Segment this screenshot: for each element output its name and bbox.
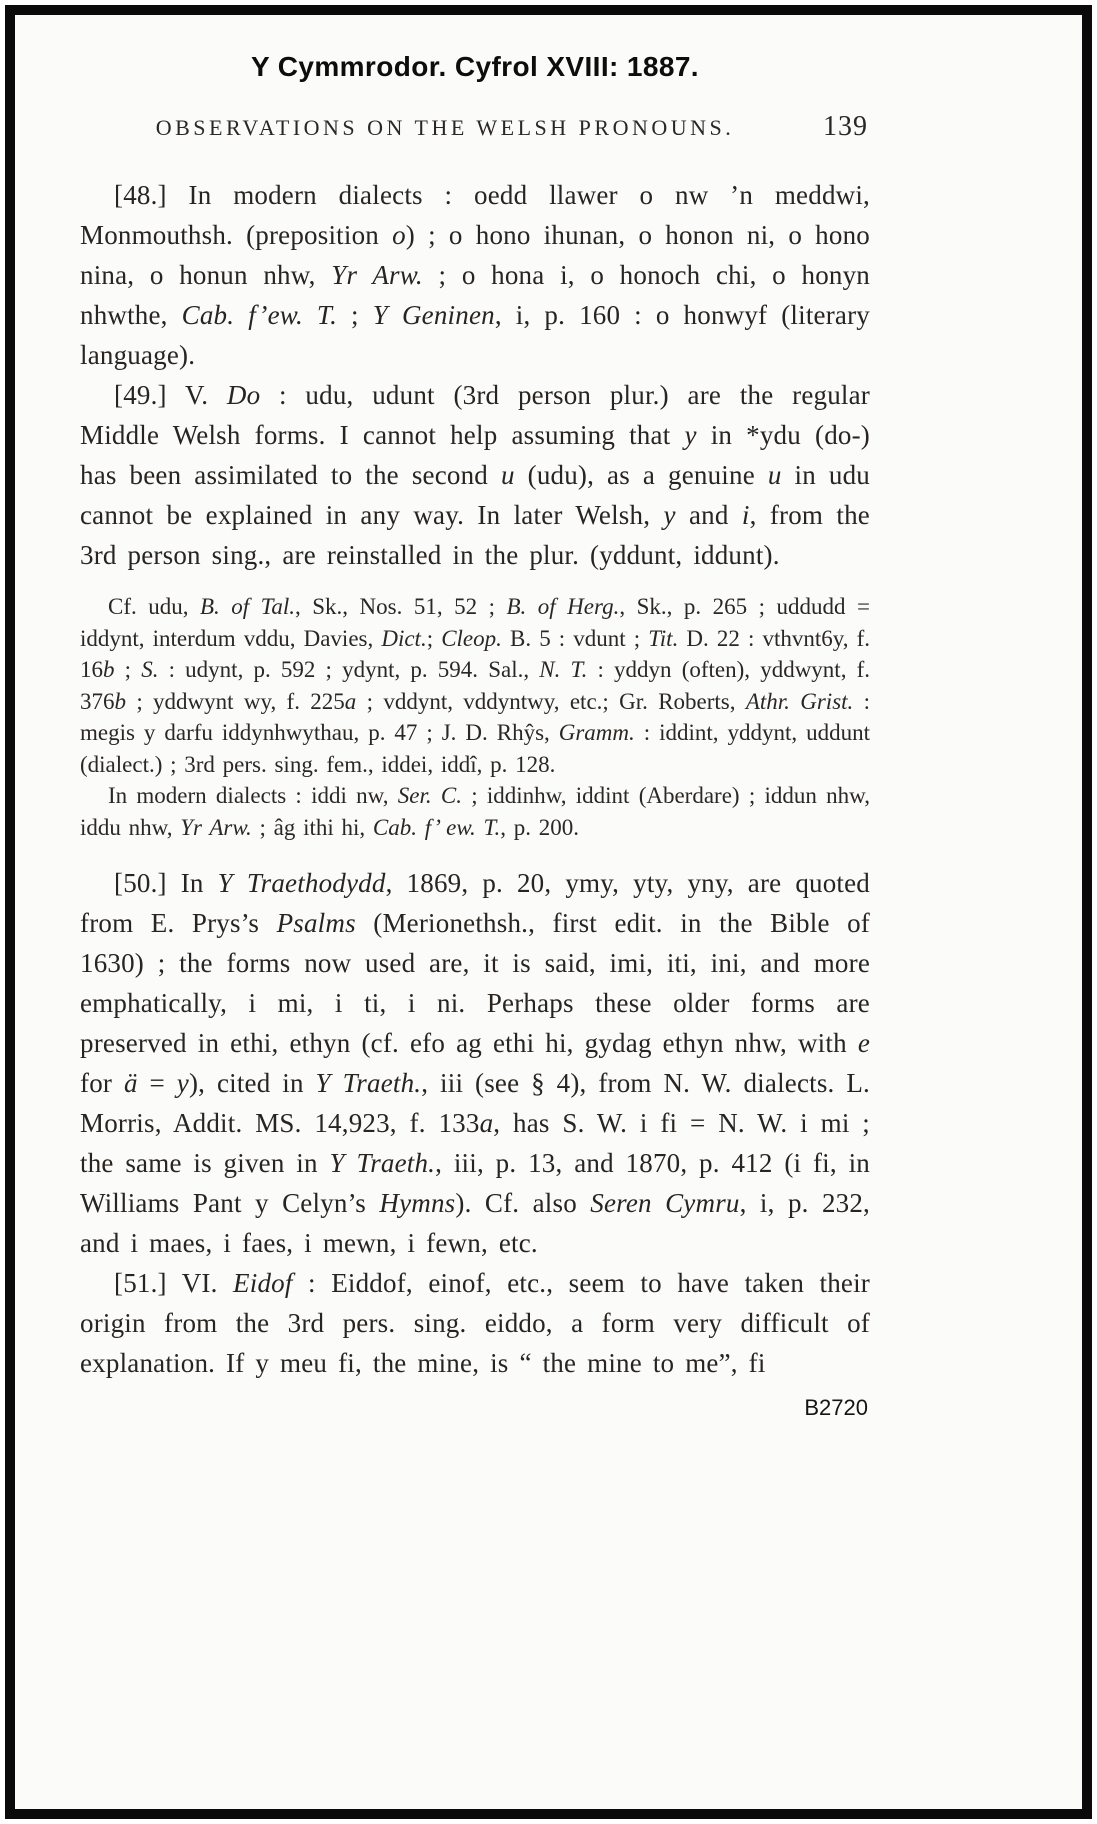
text-run: : udynt, p. 592 ; ydynt, p. 594. Sal., (158, 657, 540, 682)
text-run: ; vddynt, vddyntwy, etc.; Gr. Roberts, (356, 688, 746, 714)
text-run: , has S. W. i fi = N. W. i mi ; the same is given in (80, 1108, 871, 1178)
italic-text-run: y (684, 420, 697, 450)
running-head-title: OBSERVATIONS ON THE WELSH PRONOUNS. (155, 115, 735, 140)
italic-text-run: Athr. Grist. (745, 688, 854, 714)
book-page (80, 51, 870, 1421)
text-run: , iii, p. 13, and 1870, p. 412 (i fi, in Williams Pant y Celyn’s (80, 1148, 870, 1218)
italic-text-run: Tit. (648, 625, 679, 651)
page-number: 139 (823, 111, 868, 142)
text-run: ; iddinhw, iddint (Aberdare) ; iddun nhw, iddu nhw, (80, 783, 870, 840)
italic-text-run: u (767, 460, 782, 490)
text-run: B. 5 : vdunt ; (501, 625, 649, 651)
text-run: ; (337, 300, 373, 330)
italic-text-run: Cab. f’ew. T. (181, 300, 338, 330)
text-run: ; (426, 625, 442, 651)
italic-text-run: Cleop. (441, 625, 502, 651)
text-run: and (675, 500, 742, 530)
text-run: ) ; o hono ihunan, o honon ni, o hono nina, o honun nhw, (80, 220, 870, 290)
text-run: , p. 200. (500, 814, 580, 840)
italic-text-run: B. of Herg. (506, 594, 620, 619)
text-run: ; yddwynt wy, f. 225 (126, 688, 345, 714)
text-run: , iii (see § 4), from N. W. dialects. L. Morris, Addit. MS. 14,923, f. 133 (80, 1068, 870, 1138)
text-run: ), cited in (188, 1068, 316, 1098)
paragraph (80, 863, 870, 1263)
text-run: [50.] In (114, 868, 218, 898)
running-head (80, 111, 870, 151)
text-run: ; o hona i, o honoch chi, o honyn nhwthe, (80, 260, 870, 330)
italic-text-run: Cab. f’ ew. T. (372, 814, 501, 840)
text-run: = (137, 1068, 177, 1098)
scan-frame (5, 5, 1092, 1819)
text-run: , 1869, p. 20, ymy, yty, yny, are quoted from E. Prys’s (80, 868, 871, 938)
italic-text-run: Eidof (233, 1268, 293, 1298)
italic-text-run: e (857, 1028, 870, 1058)
italic-text-run: Yr Arw. (331, 260, 423, 290)
text-run: (Merionethsh., first edit. in the Bible of 1630) ; the forms now used are, it is said, imi, iti, ini, and more emphatically, i mi, i ti, i ni. Perhaps these older forms are preserved in ethi, ethyn (cf. efo ag ethi hi, gydag ethyn nhw, with (80, 908, 870, 1058)
italic-text-run: a (479, 1108, 494, 1138)
text-run: , i, p. 232, and i maes, i faes, i mewn, i fewn, etc. (80, 1188, 871, 1258)
italic-text-run: Ser. C. (397, 783, 462, 808)
italic-text-run: Do (226, 380, 261, 410)
italic-text-run: b (103, 657, 115, 682)
text-run: for (80, 1068, 124, 1098)
italic-text-run: Dict. (381, 625, 427, 651)
text-run: Cf. udu, (108, 594, 200, 619)
italic-text-run: Y Traeth. (329, 1148, 436, 1178)
italic-text-run: b (114, 688, 126, 714)
text-run: D. 22 : vthvnt6y, f. 16 (80, 625, 871, 682)
text-column (80, 175, 870, 1383)
italic-text-run: ä (123, 1068, 138, 1098)
italic-text-run: a (344, 688, 357, 714)
text-run: ; âg ithi hi, (251, 814, 373, 840)
text-run: : Eiddof, einof, etc., seem to have taken their origin from the 3rd pers. sing. eiddo, a form very difficult of explanation. If y meu fi, the mine, is “ the mine to me”, fi (80, 1268, 870, 1378)
text-run: : udu, udunt (3rd person plur.) are the regular Middle Welsh forms. I cannot help assuming that (80, 380, 870, 450)
text-run: [48.] In modern dialects : oedd llawer o nw ’n meddwi, Monmouthsh. (preposition (80, 180, 870, 250)
text-run: : yddyn (often), yddwynt, f. 376 (80, 657, 871, 714)
scan-id-watermark: B2720 (804, 1395, 868, 1420)
italic-text-run: y (176, 1068, 189, 1098)
italic-text-run: Y Traeth. (315, 1068, 422, 1098)
text-run: ). Cf. also (455, 1188, 591, 1218)
italic-text-run: i (741, 500, 750, 530)
italic-text-run: Hymns (379, 1188, 456, 1218)
italic-text-run: Y Geninen (372, 300, 495, 330)
text-run: , i, p. 160 : o honwyf (literary language). (80, 300, 870, 370)
italic-text-run: u (500, 460, 515, 490)
italic-text-run: Psalms (276, 908, 356, 938)
text-run: (udu), as a genuine (514, 460, 768, 490)
text-run: in *ydu (do-) has been assimilated to the second (80, 420, 870, 490)
paragraph (80, 1263, 870, 1383)
paragraph (80, 780, 870, 843)
text-run: , Sk., p. 265 ; uddudd = iddynt, interdum vddu, Davies, (80, 594, 871, 651)
text-run: in udu cannot be explained in any way. In later Welsh, (80, 460, 870, 530)
text-run: In modern dialects : iddi nw, (108, 783, 398, 808)
italic-text-run: y (663, 500, 676, 530)
text-run: ; (114, 657, 142, 682)
italic-text-run: Gramm. (558, 720, 635, 745)
text-run: [51.] VI. (114, 1268, 234, 1298)
italic-text-run: S. (141, 657, 159, 682)
italic-text-run: N. T. (539, 657, 588, 682)
text-run: : megis y darfu iddynhwythau, p. 47 ; J. D. Rhŷs, (80, 688, 871, 745)
text-run: : iddint, yddynt, uddunt (dialect.) ; 3rd pers. sing. fem., iddei, iddî, p. 128. (80, 720, 870, 777)
text-run: , from the 3rd person sing., are reinstalled in the plur. (yddunt, iddunt). (80, 500, 870, 570)
paragraph (80, 375, 870, 575)
italic-text-run: o (392, 220, 406, 250)
text-run: , Sk., Nos. 51, 52 ; (295, 594, 507, 619)
italic-text-run: B. of Tal. (200, 594, 296, 619)
paragraph (80, 175, 870, 375)
italic-text-run: Seren Cymru (590, 1188, 740, 1218)
paragraph (80, 591, 870, 780)
italic-text-run: Y Traethodydd (217, 868, 386, 898)
italic-text-run: Yr Arw. (180, 814, 252, 840)
text-run: [49.] V. (114, 380, 227, 410)
volume-title: Y Cymmrodor. Cyfrol XVIII: 1887. (251, 51, 699, 82)
